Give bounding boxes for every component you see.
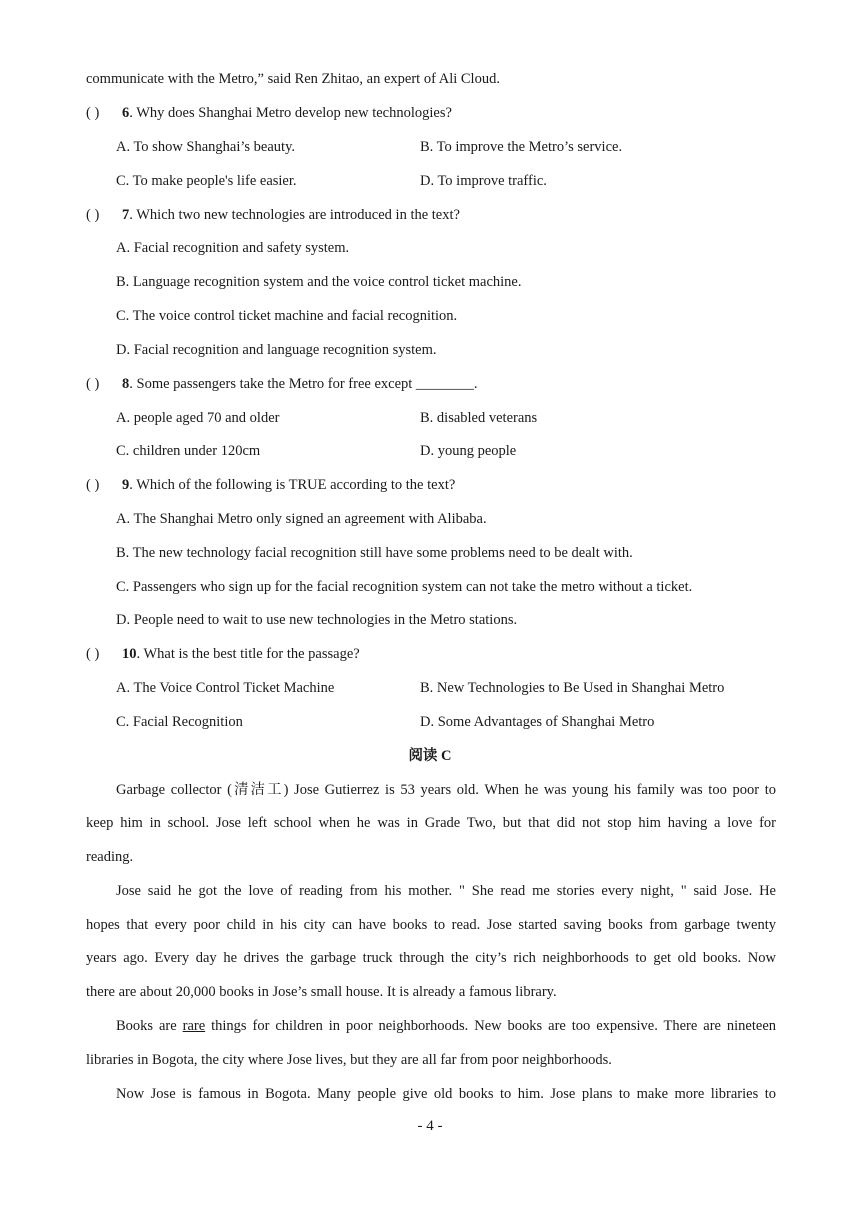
option-b: B. disabled veterans xyxy=(420,410,538,426)
option-c: C. The voice control ticket machine and facial recognition. xyxy=(116,308,458,324)
passage-line: hopes that every poor child in his city can have books to read. Jose started saving books from garbage twenty xyxy=(86,917,776,933)
question-9 xyxy=(86,475,455,495)
question-8 xyxy=(86,374,478,394)
passage-text: things for children in poor neighborhoods. New books are too expensive. There are nineteen xyxy=(205,1018,777,1034)
option-d: D. young people xyxy=(420,443,517,459)
question-number: 10 xyxy=(122,646,137,662)
question-number: 6 xyxy=(122,105,130,121)
underlined-word: rare xyxy=(182,1018,206,1034)
option-a: A. people aged 70 and older xyxy=(116,410,280,426)
option-a: A. Facial recognition and safety system. xyxy=(116,240,350,256)
option-a: A. The Voice Control Ticket Machine xyxy=(116,680,335,696)
option-c: C. children under 120cm xyxy=(116,443,261,459)
option-a: A. The Shanghai Metro only signed an agreement with Alibaba. xyxy=(116,511,487,527)
question-10 xyxy=(86,644,360,664)
option-b: B. Language recognition system and the voice control ticket machine. xyxy=(116,274,522,290)
question-number: 8 xyxy=(122,376,130,392)
question-number: 7 xyxy=(122,207,130,223)
question-text: . Which of the following is TRUE according to the text? xyxy=(129,477,456,493)
option-b: B. To improve the Metro’s service. xyxy=(420,139,623,155)
answer-blank[interactable]: ( ) xyxy=(86,477,100,493)
option-c: C. To make people's life easier. xyxy=(116,173,297,189)
passage-line xyxy=(86,1016,776,1036)
question-text: . Why does Shanghai Metro develop new technologies? xyxy=(129,105,452,121)
passage-line: Now Jose is famous in Bogota. Many people give old books to him. Jose plans to make more libraries to xyxy=(116,1086,776,1102)
option-b: B. The new technology facial recognition still have some problems need to be dealt with. xyxy=(116,545,633,561)
question-text: . Some passengers take the Metro for free except ________. xyxy=(129,376,478,392)
passage-line: Garbage collector (清洁工) Jose Gutierrez is 53 years old. When he was young his family was too poor to xyxy=(116,782,776,798)
question-7 xyxy=(86,205,460,225)
passage-line: years ago. Every day he drives the garbage truck through the city’s rich neighborhoods to get old books. Now xyxy=(86,950,776,966)
question-6 xyxy=(86,103,452,123)
passage-continuation-line: communicate with the Metro,” said Ren Zhitao, an expert of Ali Cloud. xyxy=(86,71,500,87)
option-b: B. New Technologies to Be Used in Shanghai Metro xyxy=(420,680,725,696)
answer-blank[interactable]: ( ) xyxy=(86,376,100,392)
answer-blank[interactable]: ( ) xyxy=(86,207,100,223)
question-text: . What is the best title for the passage? xyxy=(136,646,360,662)
passage-line: Jose said he got the love of reading from his mother. " She read me stories every night, " said Jose. He xyxy=(116,883,776,899)
option-d: D. To improve traffic. xyxy=(420,173,547,189)
passage-line: keep him in school. Jose left school when he was in Grade Two, but that did not stop him having a love for xyxy=(86,815,776,831)
passage-line: libraries in Bogota, the city where Jose lives, but they are all far from poor neighborhoods. xyxy=(86,1052,612,1068)
option-a: A. To show Shanghai’s beauty. xyxy=(116,139,296,155)
passage-line: there are about 20,000 books in Jose’s small house. It is already a famous library. xyxy=(86,984,557,1000)
option-d: D. Facial recognition and language recognition system. xyxy=(116,342,437,358)
option-c: C. Passengers who sign up for the facial recognition system can not take the metro without a ticket. xyxy=(116,579,693,595)
page-number: - 4 - xyxy=(417,1118,443,1134)
section-heading: 阅读 C xyxy=(408,748,452,764)
question-number: 9 xyxy=(122,477,130,493)
option-d: D. People need to wait to use new technologies in the Metro stations. xyxy=(116,612,518,628)
answer-blank[interactable]: ( ) xyxy=(86,646,100,662)
question-text: . Which two new technologies are introduced in the text? xyxy=(129,207,460,223)
option-c: C. Facial Recognition xyxy=(116,714,243,730)
passage-line: reading. xyxy=(86,849,134,865)
answer-blank[interactable]: ( ) xyxy=(86,105,100,121)
passage-text: Books are xyxy=(116,1018,183,1034)
option-d: D. Some Advantages of Shanghai Metro xyxy=(420,714,655,730)
